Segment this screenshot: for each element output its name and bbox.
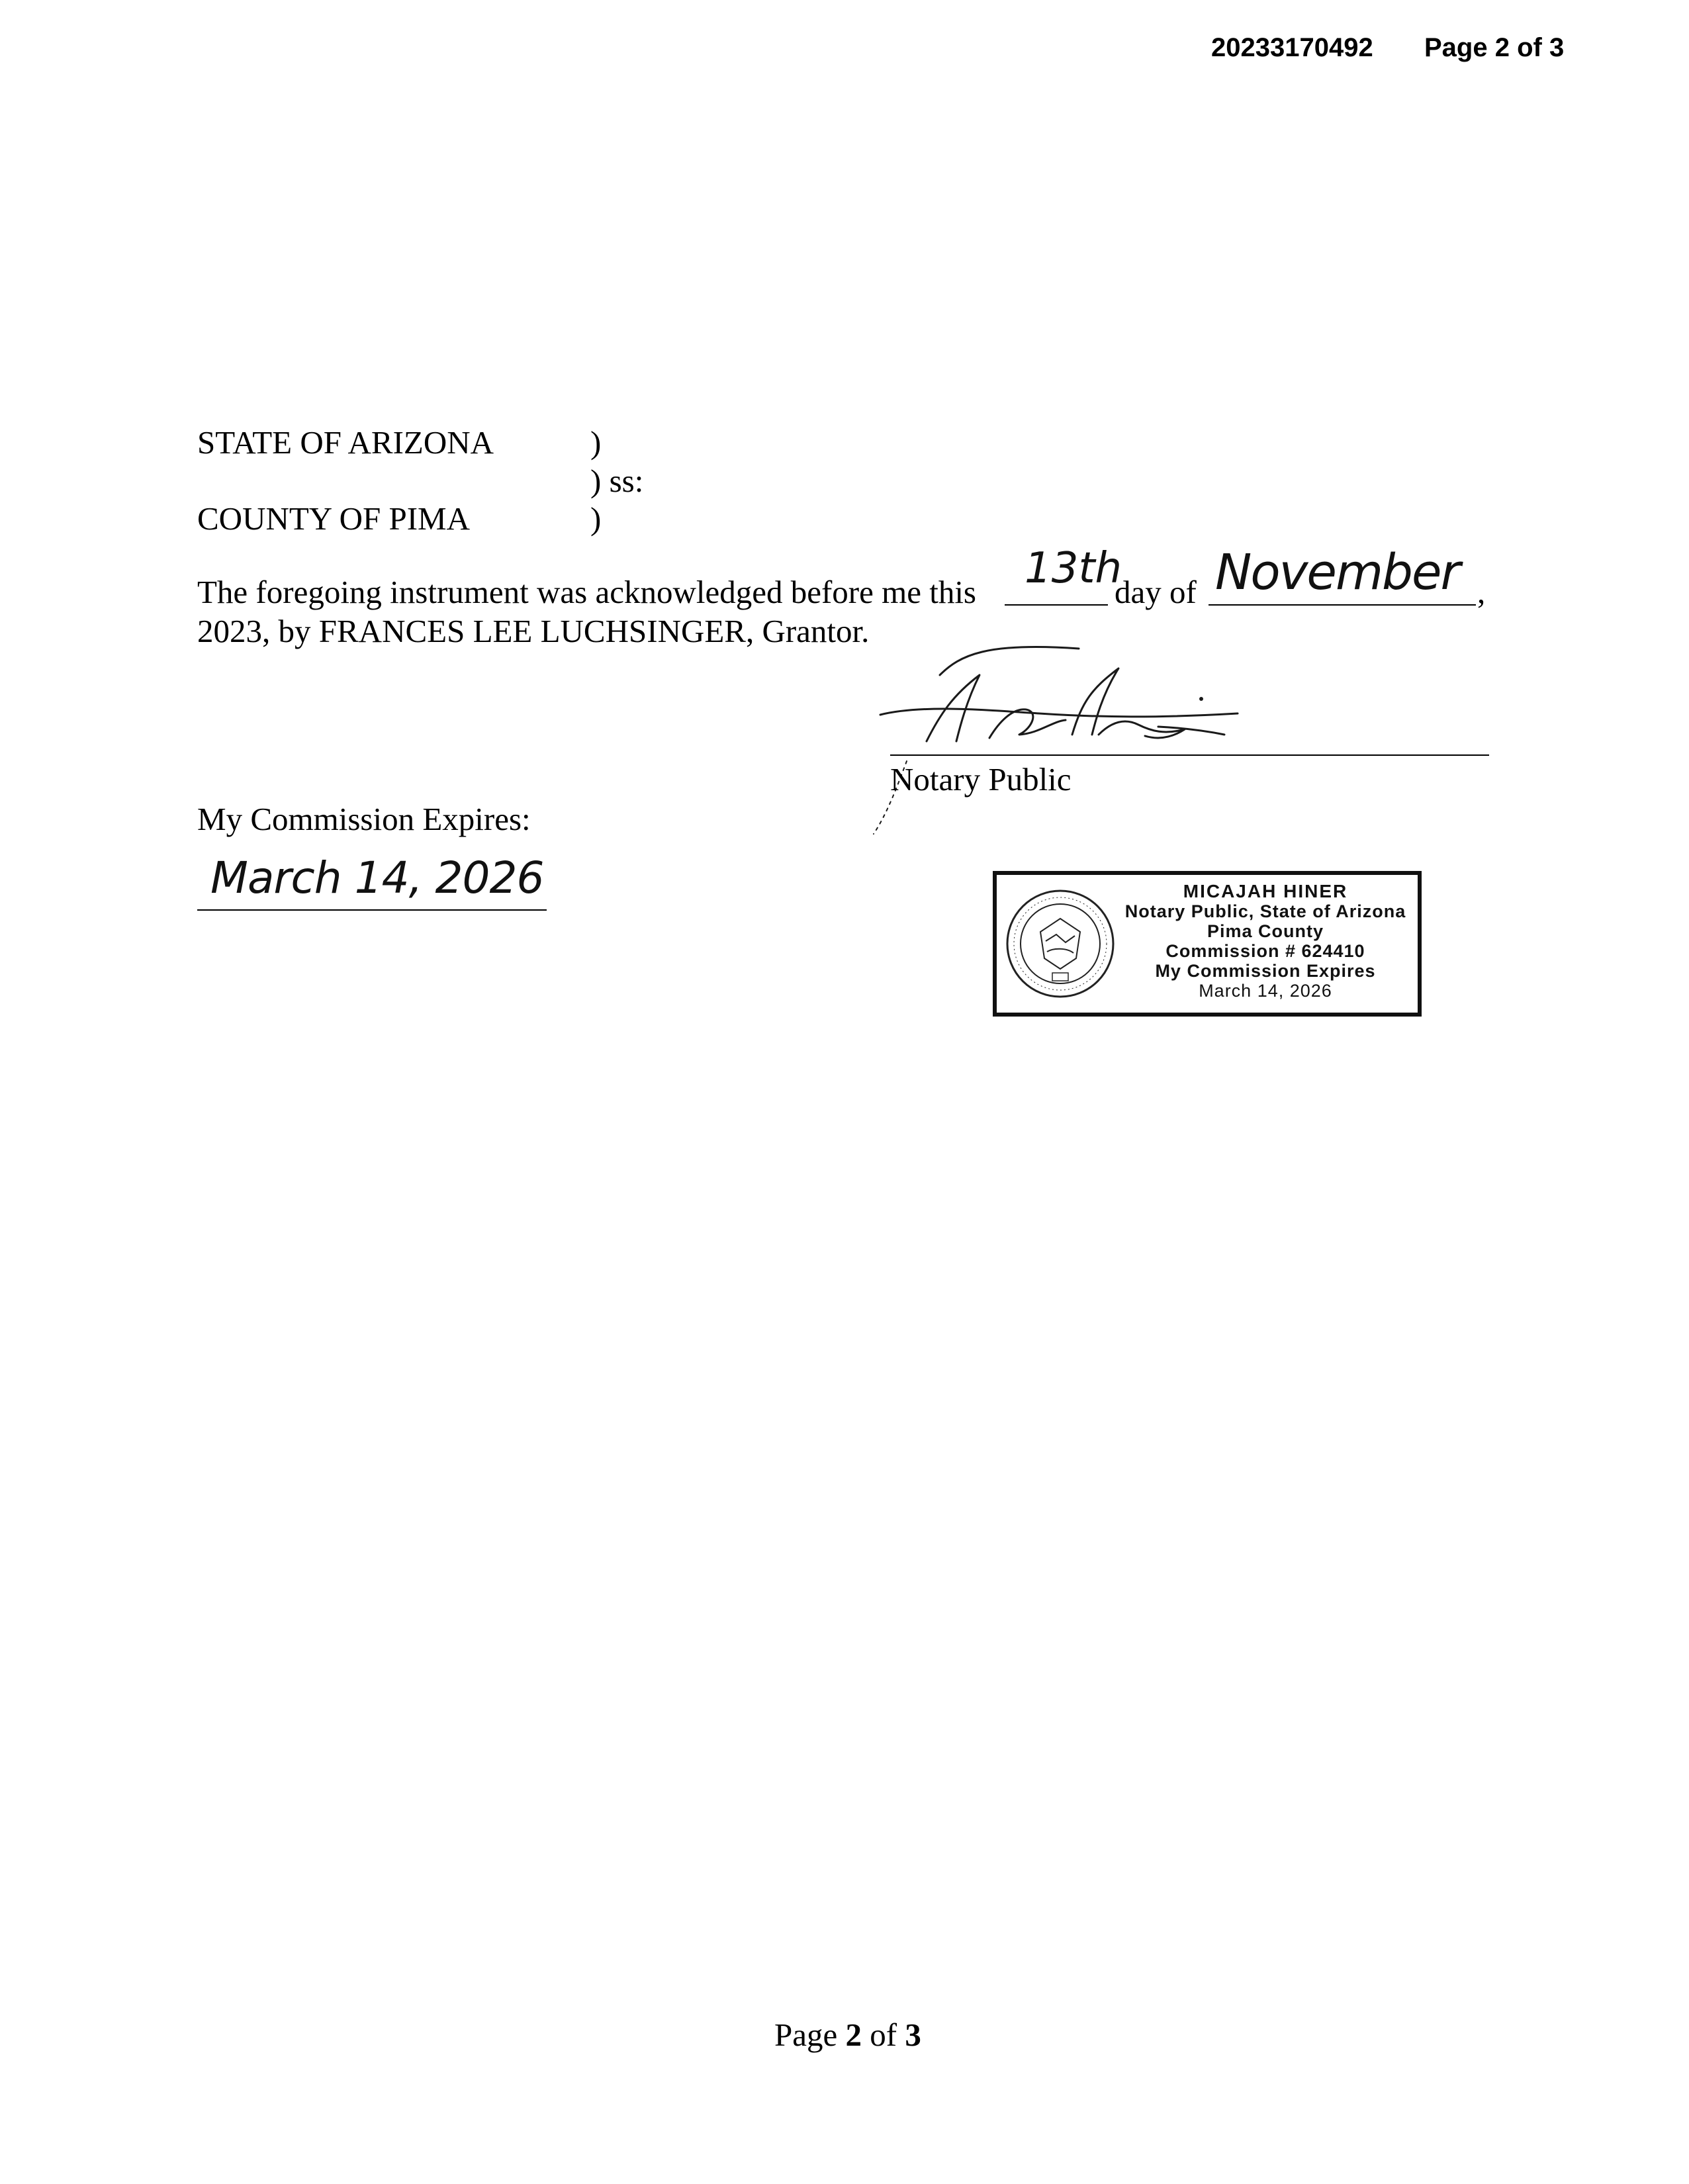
notary-stamp: [993, 871, 1422, 1017]
footer-page-prefix: Page: [774, 2017, 846, 2053]
stamp-commission-number: Commission # 624410: [1165, 941, 1365, 961]
footer-page-total: 3: [905, 2017, 921, 2053]
stamp-title: Notary Public, State of Arizona: [1124, 901, 1406, 921]
venue-ss: ) ss:: [590, 463, 644, 499]
footer-page-current: 2: [845, 2017, 862, 2053]
venue-state: STATE OF ARIZONA: [197, 424, 494, 461]
signature-line: [890, 754, 1489, 756]
document-number: 20233170492: [1211, 33, 1373, 62]
venue-county: COUNTY OF PIMA: [197, 500, 471, 537]
footer-page-number: [774, 2019, 921, 2051]
stamp-notary-name: MICAJAH HINER: [1183, 881, 1348, 901]
commission-date-handwritten: March 14, 2026: [210, 852, 544, 903]
acknowledgment-day-of: day of: [1115, 574, 1197, 610]
day-blank-line: [1005, 604, 1108, 606]
venue-paren-top: ): [590, 424, 602, 461]
commission-date-line: [197, 909, 547, 911]
notary-public-label: Notary Public: [890, 761, 1072, 797]
day-handwritten: 13th: [1025, 544, 1122, 593]
commission-expires-label: My Commission Expires:: [197, 801, 531, 837]
stamp-county: Pima County: [1207, 921, 1324, 941]
footer-page-of: of: [862, 2017, 905, 2053]
acknowledgment-text: The foregoing instrument was acknowledged before me this: [197, 574, 977, 610]
acknowledgment-grantor-line: 2023, by FRANCES LEE LUCHSINGER, Grantor.: [197, 613, 870, 649]
state-seal-icon: [1005, 888, 1116, 999]
stamp-expires-date: March 14, 2026: [1199, 981, 1332, 1001]
header-page-label: Page 2 of 3: [1424, 33, 1565, 62]
acknowledgment-comma: ,: [1477, 574, 1486, 610]
month-blank-line: [1209, 604, 1476, 606]
venue-paren-bottom: ): [590, 500, 602, 537]
stamp-expires-label: My Commission Expires: [1155, 961, 1376, 981]
month-handwritten: November: [1215, 544, 1459, 601]
